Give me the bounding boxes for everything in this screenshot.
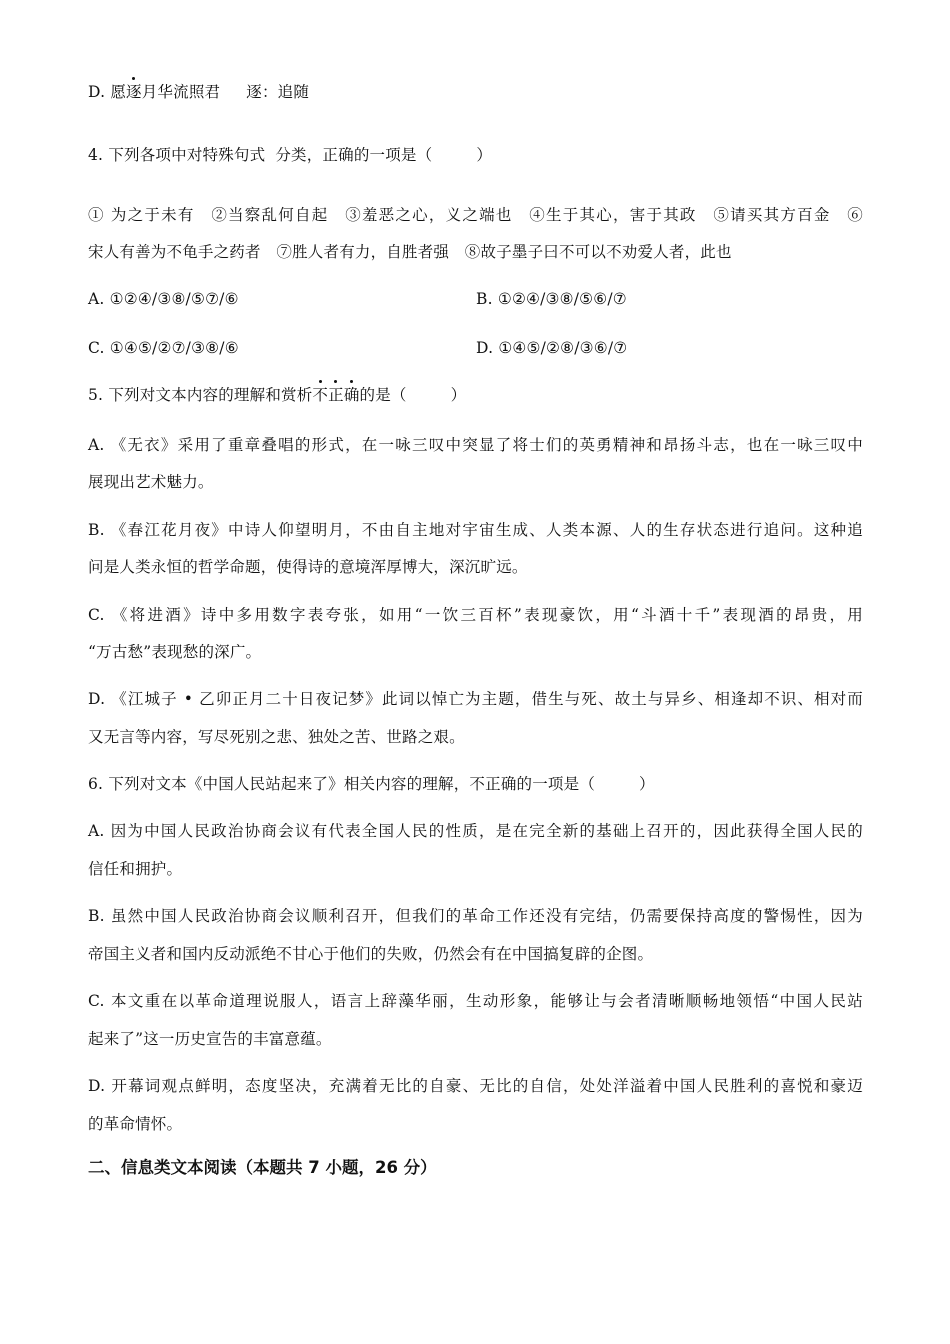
emphasis-dot-char: 确 bbox=[344, 383, 360, 407]
q5-option-a-line2: 展现出艺术魅力。 bbox=[88, 473, 214, 491]
q3-option-d-rest: 月华流照君 bbox=[141, 83, 221, 101]
q3-option-d-prefix: D. 愿 bbox=[88, 83, 127, 101]
q5-stem-close: ） bbox=[450, 386, 467, 404]
q4-items-line2: 宋人有善为不龟手之药者 ⑦胜人者有力，自胜者强 ⑧故子墨子曰不可以不劝爱人者，此也 bbox=[88, 243, 732, 261]
q5-option-b-line2: 问是人类永恒的哲学命题，使得诗的意境浑厚博大，深沉旷远。 bbox=[88, 558, 528, 576]
q5-stem bbox=[88, 383, 466, 407]
q5-stem-suffix: 的是（ bbox=[359, 386, 407, 404]
q6-option-c-line1: C. 本文重在以革命道理说服人，语言上辞藻华丽，生动形象，能够让与会者清晰顺畅地领悟“中国人民站 bbox=[88, 992, 863, 1010]
emphasis-dot-char: 逐 bbox=[126, 80, 142, 104]
q6-option-d-line1: D. 开幕词观点鲜明，态度坚决，充满着无比的自豪、无比的自信，处处洋溢着中国人民胜利的喜悦和豪迈 bbox=[88, 1077, 863, 1095]
q4-option-c: C. ①④⑤/②⑦/③⑧/⑥ bbox=[88, 339, 239, 357]
q5-option-a-line1: A. 《无衣》采用了重章叠唱的形式，在一咏三叹中突显了将士们的英勇精神和昂扬斗志，也在一咏三叹中 bbox=[88, 436, 863, 454]
q6-stem-text: 6. 下列对文本《中国人民站起来了》相关内容的理解，不正确的一项是（ bbox=[88, 775, 596, 793]
q6-option-b-line2: 帝国主义者和国内反动派绝不甘心于他们的失败，仍然会有在中国搞复辟的企图。 bbox=[88, 945, 654, 963]
q3-option-d bbox=[88, 80, 309, 104]
q6-option-a-line2: 信任和拥护。 bbox=[88, 860, 183, 878]
q4-option-b: B. ①②④/③⑧/⑤⑥/⑦ bbox=[476, 290, 627, 308]
section2-heading: 二、信息类文本阅读（本题共 7 小题，26 分） bbox=[88, 1158, 437, 1177]
q6-option-c-line2: 起来了”这一历史宣告的丰富意蕴。 bbox=[88, 1030, 332, 1048]
q5-option-c-line1: C. 《将进酒》诗中多用数字表夸张，如用“一饮三百杯”表现豪饮，用“斗酒十千”表现酒的昂贵，用 bbox=[88, 606, 863, 624]
q6-option-b-line1: B. 虽然中国人民政治协商会议顺利召开，但我们的革命工作还没有完结，仍需要保持高度的警惕性，因为 bbox=[88, 907, 863, 925]
q5-option-d-line2: 又无言等内容，写尽死别之悲、独处之苦、世路之艰。 bbox=[88, 728, 465, 746]
q5-stem-prefix: 5. 下列对文本内容的理解和赏析 bbox=[88, 386, 313, 404]
q5-option-c-line2: “万古愁”表现愁的深广。 bbox=[88, 643, 262, 661]
q5-option-b-line1: B. 《春江花月夜》中诗人仰望明月，不由自主地对宇宙生成、人类本源、人的生存状态进行追问。这种追 bbox=[88, 521, 863, 539]
q4-stem-close: ） bbox=[476, 146, 493, 164]
q4-stem-tail: 分类，正确的一项是（ bbox=[275, 146, 433, 164]
emphasis-dot-char: 正 bbox=[328, 383, 344, 407]
q6-stem-close: ） bbox=[639, 775, 655, 793]
q4-items-line1: ① 为之于未有 ②当察乱何自起 ③羞恶之心，义之端也 ④生于其心，害于其政 ⑤请买其方百金 ⑥ bbox=[88, 206, 863, 224]
q4-stem bbox=[88, 143, 492, 167]
q3-option-d-gloss: 逐：追随 bbox=[246, 83, 310, 101]
q4-option-d: D. ①④⑤/②⑧/③⑥/⑦ bbox=[476, 339, 628, 357]
q6-stem bbox=[88, 772, 655, 796]
emphasis-dot-char: 不 bbox=[312, 383, 328, 407]
q5-option-d-line1: D. 《江城子 • 乙卯正月二十日夜记梦》此词以悼亡为主题，借生与死、故土与异乡、相逢却不识、相对而 bbox=[88, 690, 863, 708]
q6-option-a-line1: A. 因为中国人民政治协商会议有代表全国人民的性质，是在完全新的基础上召开的，因此获得全国人民的 bbox=[88, 822, 863, 840]
q4-option-a: A. ①②④/③⑧/⑤⑦/⑥ bbox=[88, 290, 239, 308]
q4-stem-text: 4. 下列各项中对特殊句式 bbox=[88, 146, 266, 164]
q6-option-d-line2: 的革命情怀。 bbox=[88, 1115, 183, 1133]
